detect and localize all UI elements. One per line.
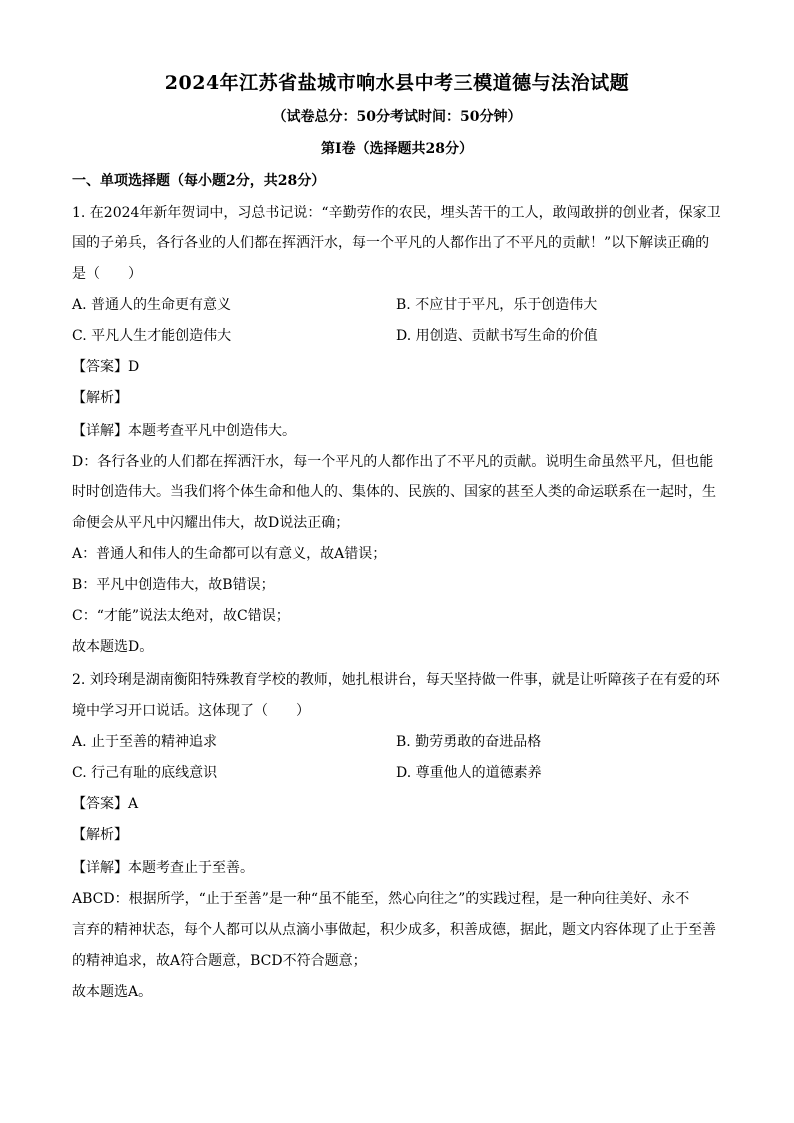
detail-line: 故本题选A。 xyxy=(72,984,153,1000)
answer-line: 【答案】D xyxy=(72,359,140,375)
option-d: D. 尊重他人的道德素养 xyxy=(396,765,542,781)
question-stem-line: 2. 刘玲琍是湖南衡阳特殊教育学校的教师，她扎根讲台，每天坚持做一件事，就是让听障孩子在有爱的环 xyxy=(72,672,720,688)
option-c: C. 平凡人生才能创造伟大 xyxy=(72,328,232,344)
detail-line: 【详解】本题考查止于至善。 xyxy=(72,860,254,876)
detail-line: B：平凡中创造伟大，故B错误； xyxy=(72,577,275,593)
answer-line: 【答案】A xyxy=(72,796,139,812)
detail-line: 【详解】本题考查平凡中创造伟大。 xyxy=(72,423,296,439)
detail-line: ABCD：根据所学，“止于至善”是一种“虽不能至，然心向往之”的实践过程，是一种向往美好、永不 xyxy=(72,891,690,907)
option-b: B. 不应甘于平凡，乐于创造伟大 xyxy=(396,297,598,313)
section-heading: 一、单项选择题（每小题2分，共28分） xyxy=(72,173,326,189)
detail-line: 时时创造伟大。当我们将个体生命和他人的、集体的、民族的、国家的甚至人类的命运联系在一起时，生 xyxy=(72,484,716,500)
page-title: 2024年江苏省盐城市响水县中考三模道德与法治试题 xyxy=(164,72,630,94)
question-stem-line: 国的子弟兵，各行各业的人们都在挥洒汗水，每一个平凡的人都作出了不平凡的贡献！”以下解读正确的 xyxy=(72,235,710,251)
detail-line: 故本题选D。 xyxy=(72,639,154,655)
detail-line: 言弃的精神状态，每个人都可以从点滴小事做起，积少成多，积善成德，据此，题文内容体现了止于至善 xyxy=(72,922,716,938)
detail-line: D：各行各业的人们都在挥洒汗水，每一个平凡的人都作出了不平凡的贡献。说明生命虽然平凡，但也能 xyxy=(72,454,714,470)
question-stem-line: 1. 在2024年新年贺词中，习总书记说：“辛勤劳作的农民，埋头苦干的工人，敢闯敢拼的创业者，保家卫 xyxy=(72,205,721,221)
analysis-label: 【解析】 xyxy=(72,390,128,406)
volume-heading: 第Ⅰ卷（选择题共28分） xyxy=(320,141,474,157)
detail-line: A：普通人和伟人的生命都可以有意义，故A错误； xyxy=(72,546,387,562)
option-b: B. 勤劳勇敢的奋进品格 xyxy=(396,734,542,750)
option-a: A. 普通人的生命更有意义 xyxy=(72,297,232,313)
option-a: A. 止于至善的精神追求 xyxy=(72,734,218,750)
detail-line: 命便会从平凡中闪耀出伟大，故D说法正确； xyxy=(72,515,350,531)
detail-line: C：“才能”说法太绝对，故C错误； xyxy=(72,608,290,624)
analysis-label: 【解析】 xyxy=(72,827,128,843)
detail-line: 的精神追求，故A符合题意，BCD不符合题意； xyxy=(72,953,367,969)
exam-info: （试卷总分：50分考试时间：50分钟） xyxy=(272,109,522,125)
option-c: C. 行己有耻的底线意识 xyxy=(72,765,218,781)
question-stem-line: 是（ ） xyxy=(72,266,142,282)
question-stem-line: 境中学习开口说话。这体现了（ ） xyxy=(72,703,310,719)
option-d: D. 用创造、贡献书写生命的价值 xyxy=(396,328,598,344)
